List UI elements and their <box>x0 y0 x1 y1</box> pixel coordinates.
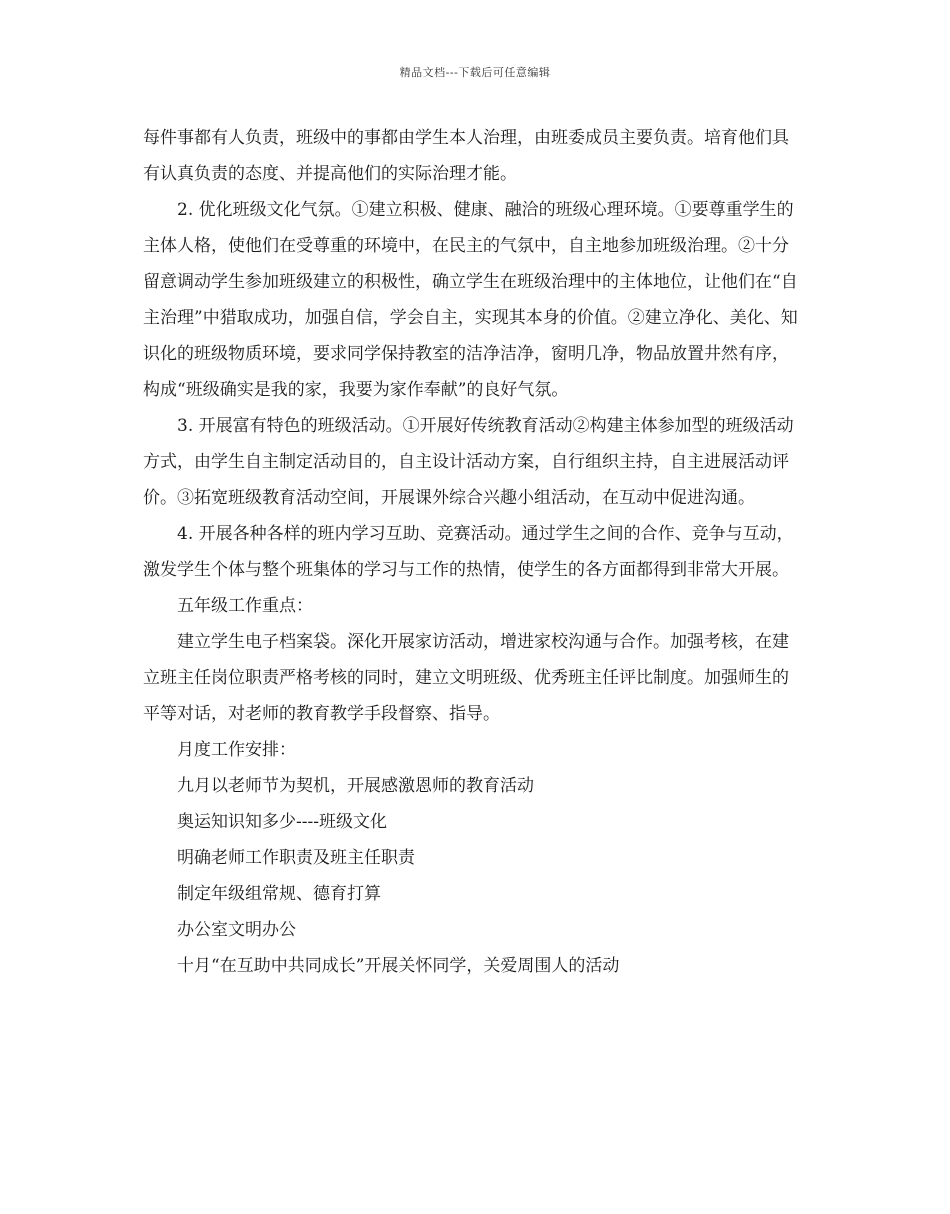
paragraph-3: 3. 开展富有特色的班级活动。①开展好传统教育活动②构建主体参加型的班级活动方式，由学生自主制定活动目的，自主设计活动方案，自行组织主持，自主进展活动评价。③拓宽班级教育活动空间，开展课外综合兴趣小组活动，在互动中促进沟通。 <box>143 416 794 508</box>
paragraph-4: 4. 开展各种各样的班内学习互助、竞赛活动。通过学生之间的合作、竞争与互动，激发学生个体与整个班集体的学习与工作的热情，使学生的各方面都得到非常大开展。 <box>143 524 794 580</box>
list-item: 办公室文明办公 <box>177 920 296 940</box>
paragraph-grade5-focus: 建立学生电子档案袋。深化开展家访活动，增进家校沟通与合作。加强考核，在建立班主任岗位职责严格考核的同时，建立文明班级、优秀班主任评比制度。加强师生的平等对话，对老师的教育教学手段督察、指导。 <box>143 632 789 724</box>
list-item: 制定年级组常规、德育打算 <box>177 884 381 904</box>
section-heading-monthly: 月度工作安排： <box>177 740 296 760</box>
page-header: 精品文档---下载后可任意编辑 <box>399 66 551 79</box>
document-body <box>143 120 803 984</box>
paragraph-2: 2. 优化班级文化气氛。①建立积极、健康、融洽的班级心理环境。①要尊重学生的主体人格，使他们在受尊重的环境中，在民主的气氛中，自主地参加班级治理。②十分留意调动学生参加班级建立的积极性，确立学生在班级治理中的主体地位，让他们在“自主治理”中猎取成功，加强自信，学会自主，实现其本身的价值。②建立净化、美化、知识化的班级物质环境，要求同学保持教室的洁净洁净，窗明几净，物品放置井然有序，构成“班级确实是我的家，我要为家作奉献”的良好气氛。 <box>143 200 798 400</box>
paragraph-1: 每件事都有人负责，班级中的事都由学生本人治理，由班委成员主要负责。培育他们具有认真负责的态度、并提高他们的实际治理才能。 <box>143 128 789 184</box>
list-item: 奥运知识知多少----班级文化 <box>177 812 387 832</box>
list-item: 十月“在互助中共同成长”开展关怀同学，关爱周围人的活动 <box>177 956 620 976</box>
list-item: 九月以老师节为契机，开展感激恩师的教育活动 <box>177 776 534 796</box>
list-item: 明确老师工作职责及班主任职责 <box>177 848 415 868</box>
section-heading-grade5: 五年级工作重点： <box>177 596 313 616</box>
